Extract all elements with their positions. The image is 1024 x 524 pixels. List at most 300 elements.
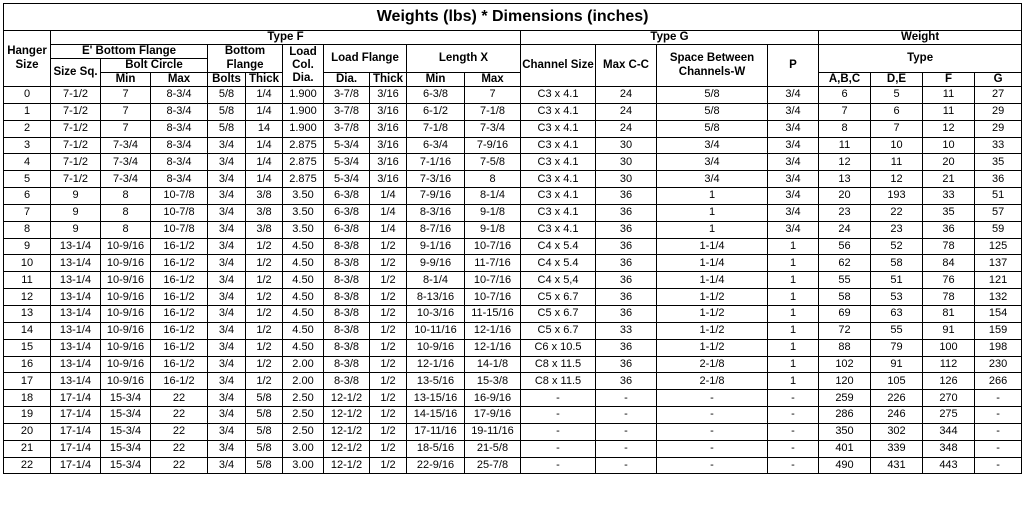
- bolt-max-cell: 16-1/2: [151, 322, 208, 339]
- length-min-cell: 7-1/8: [407, 120, 465, 137]
- space-between-cell: -: [657, 423, 768, 440]
- load-col-dia-cell: 2.50: [283, 423, 324, 440]
- table-row: [4, 188, 1022, 205]
- table-row: [4, 204, 1022, 221]
- bolts-cell: 3/4: [208, 255, 246, 272]
- bottom-thick-cell: 1/2: [246, 339, 283, 356]
- load-thick-cell: 1/2: [370, 289, 407, 306]
- weight-g-cell: 154: [975, 305, 1022, 322]
- bolt-min-cell: 7-3/4: [101, 171, 151, 188]
- weight-g-cell: -: [975, 457, 1022, 474]
- weight-g-cell: 230: [975, 356, 1022, 373]
- size-sq-cell: 9: [51, 204, 101, 221]
- bottom-thick-cell: 1/4: [246, 103, 283, 120]
- hanger-size-cell: 20: [4, 423, 51, 440]
- weight-abc-cell: 120: [819, 373, 871, 390]
- size-sq-cell: 7-1/2: [51, 171, 101, 188]
- table-row: [4, 255, 1022, 272]
- weight-de-cell: 52: [871, 238, 923, 255]
- space-between-cell: 1-1/2: [657, 305, 768, 322]
- p-cell: -: [768, 407, 819, 424]
- load-col-dia-cell: 2.875: [283, 171, 324, 188]
- bolt-max-cell: 16-1/2: [151, 238, 208, 255]
- load-dia-cell: 8-3/8: [324, 272, 370, 289]
- channel-size-header: Channel Size: [521, 45, 596, 87]
- load-dia-cell: 8-3/8: [324, 322, 370, 339]
- space-between-cell: 1: [657, 204, 768, 221]
- channel-size-cell: C3 x 4.1: [521, 87, 596, 104]
- bottom-thick-cell: 5/8: [246, 440, 283, 457]
- hanger-size-cell: 16: [4, 356, 51, 373]
- load-dia-cell: 12-1/2: [324, 440, 370, 457]
- space-between-cell: 1-1/2: [657, 322, 768, 339]
- bolt-max-cell: 16-1/2: [151, 339, 208, 356]
- bolt-min-cell: 10-9/16: [101, 373, 151, 390]
- hanger-size-cell: 21: [4, 440, 51, 457]
- channel-size-cell: C3 x 4.1: [521, 137, 596, 154]
- max-cc-cell: 36: [596, 289, 657, 306]
- load-thick-cell: 1/2: [370, 423, 407, 440]
- load-col-dia-cell: 2.50: [283, 407, 324, 424]
- bolt-min-cell: 10-9/16: [101, 272, 151, 289]
- size-sq-cell: 13-1/4: [51, 356, 101, 373]
- length-max-cell: 17-9/16: [465, 407, 521, 424]
- weight-g-cell: 266: [975, 373, 1022, 390]
- bolts-cell: 3/4: [208, 423, 246, 440]
- size-sq-cell: 13-1/4: [51, 305, 101, 322]
- bottom-thick-cell: 1/2: [246, 356, 283, 373]
- bottom-thick-cell: 1/4: [246, 154, 283, 171]
- weight-de-cell: 22: [871, 204, 923, 221]
- weight-abc-cell: 11: [819, 137, 871, 154]
- bottom-thick-cell: 1/2: [246, 255, 283, 272]
- p-cell: 3/4: [768, 103, 819, 120]
- p-cell: 3/4: [768, 87, 819, 104]
- table-title: Weights (lbs) * Dimensions (inches): [4, 4, 1022, 31]
- space-between-cell: 2-1/8: [657, 373, 768, 390]
- p-cell: 3/4: [768, 221, 819, 238]
- bottom-thick-cell: 5/8: [246, 423, 283, 440]
- bolt-min-cell: 15-3/4: [101, 440, 151, 457]
- table-row: [4, 221, 1022, 238]
- weight-g-cell: 57: [975, 204, 1022, 221]
- weight-g-cell: 125: [975, 238, 1022, 255]
- bottom-thick-cell: 1/2: [246, 272, 283, 289]
- load-thick-cell: 1/2: [370, 390, 407, 407]
- table-row: [4, 137, 1022, 154]
- size-sq-cell: 9: [51, 188, 101, 205]
- size-sq-cell: 13-1/4: [51, 238, 101, 255]
- hanger-size-cell: 4: [4, 154, 51, 171]
- load-dia-cell: 12-1/2: [324, 457, 370, 474]
- bolts-cell: 3/4: [208, 289, 246, 306]
- table-row: [4, 305, 1022, 322]
- size-sq-cell: 17-1/4: [51, 423, 101, 440]
- weight-de-cell: 7: [871, 120, 923, 137]
- bolt-min-cell: 10-9/16: [101, 238, 151, 255]
- load-thick-cell: 1/2: [370, 272, 407, 289]
- length-min-cell: 7-1/16: [407, 154, 465, 171]
- load-thick-cell: 1/2: [370, 356, 407, 373]
- e-bottom-flange-header: E' Bottom Flange: [51, 45, 208, 59]
- channel-size-cell: C8 x 11.5: [521, 356, 596, 373]
- p-cell: 3/4: [768, 204, 819, 221]
- space-between-cell: -: [657, 390, 768, 407]
- length-max-cell: 11-7/16: [465, 255, 521, 272]
- bottom-thick-cell: 1/4: [246, 87, 283, 104]
- table-row: [4, 154, 1022, 171]
- hanger-size-cell: 2: [4, 120, 51, 137]
- length-max-cell: 16-9/16: [465, 390, 521, 407]
- space-between-cell: 1: [657, 188, 768, 205]
- p-cell: 1: [768, 305, 819, 322]
- bolt-min-cell: 8: [101, 221, 151, 238]
- bottom-thick-cell: 1/2: [246, 305, 283, 322]
- max-cc-cell: 36: [596, 204, 657, 221]
- space-between-cell: 1-1/2: [657, 339, 768, 356]
- channel-size-cell: C6 x 10.5: [521, 339, 596, 356]
- channel-size-cell: C5 x 6.7: [521, 322, 596, 339]
- space-between-cell: 2-1/8: [657, 356, 768, 373]
- bolt-max-cell: 16-1/2: [151, 289, 208, 306]
- load-dia-cell: 8-3/8: [324, 289, 370, 306]
- bolt-min-cell: 10-9/16: [101, 305, 151, 322]
- bolt-max-cell: 10-7/8: [151, 188, 208, 205]
- weight-abc-cell: 286: [819, 407, 871, 424]
- channel-size-cell: C4 x 5.4: [521, 238, 596, 255]
- bottom-thick-cell: 3/8: [246, 188, 283, 205]
- load-col-dia-cell: 4.50: [283, 305, 324, 322]
- p-cell: 1: [768, 238, 819, 255]
- max-cc-cell: -: [596, 390, 657, 407]
- load-col-dia-cell: 4.50: [283, 272, 324, 289]
- weight-g-cell: 121: [975, 272, 1022, 289]
- weight-abc-cell: 12: [819, 154, 871, 171]
- length-x-header: Length X: [407, 45, 521, 73]
- bolts-cell: 3/4: [208, 272, 246, 289]
- p-cell: -: [768, 390, 819, 407]
- length-max-cell: 7-5/8: [465, 154, 521, 171]
- bolts-cell: 3/4: [208, 137, 246, 154]
- load-col-dia-cell: 3.00: [283, 440, 324, 457]
- channel-size-cell: C3 x 4.1: [521, 154, 596, 171]
- p-cell: 3/4: [768, 171, 819, 188]
- size-sq-cell: 13-1/4: [51, 339, 101, 356]
- load-thick-cell: 3/16: [370, 137, 407, 154]
- bottom-thick-cell: 1/4: [246, 137, 283, 154]
- bottom-thick-cell: 5/8: [246, 390, 283, 407]
- length-max-cell: 9-1/8: [465, 221, 521, 238]
- space-between-cell: 5/8: [657, 87, 768, 104]
- bolt-min-cell: 7: [101, 103, 151, 120]
- size-sq-cell: 7-1/2: [51, 87, 101, 104]
- bolt-max-header: Max: [151, 73, 208, 87]
- weight-de-cell: 11: [871, 154, 923, 171]
- load-col-dia-cell: 1.900: [283, 87, 324, 104]
- bolts-cell: 3/4: [208, 440, 246, 457]
- max-cc-cell: 36: [596, 255, 657, 272]
- weight-g-cell: 33: [975, 137, 1022, 154]
- weight-de-cell: 193: [871, 188, 923, 205]
- load-dia-cell: 3-7/8: [324, 87, 370, 104]
- size-sq-cell: 17-1/4: [51, 457, 101, 474]
- bolts-cell: 3/4: [208, 407, 246, 424]
- weight-abc-cell: 13: [819, 171, 871, 188]
- length-min-cell: 8-3/16: [407, 204, 465, 221]
- bolts-cell: 3/4: [208, 457, 246, 474]
- weight-de-cell: 79: [871, 339, 923, 356]
- bottom-thick-header: Thick: [246, 73, 283, 87]
- load-thick-cell: 1/2: [370, 322, 407, 339]
- p-cell: 3/4: [768, 120, 819, 137]
- hanger-size-cell: 18: [4, 390, 51, 407]
- hanger-size-cell: 13: [4, 305, 51, 322]
- p-cell: -: [768, 440, 819, 457]
- length-min-cell: 14-15/16: [407, 407, 465, 424]
- max-cc-cell: -: [596, 407, 657, 424]
- load-dia-cell: 6-3/8: [324, 188, 370, 205]
- hanger-size-cell: 19: [4, 407, 51, 424]
- weight-de-cell: 6: [871, 103, 923, 120]
- bottom-thick-cell: 14: [246, 120, 283, 137]
- size-sq-cell: 13-1/4: [51, 373, 101, 390]
- p-cell: 3/4: [768, 154, 819, 171]
- weight-header: Weight: [819, 31, 1022, 45]
- weight-de-cell: 12: [871, 171, 923, 188]
- bolt-min-cell: 8: [101, 204, 151, 221]
- weight-abc-cell: 72: [819, 322, 871, 339]
- load-dia-cell: 8-3/8: [324, 373, 370, 390]
- bottom-thick-cell: 5/8: [246, 407, 283, 424]
- max-cc-cell: -: [596, 457, 657, 474]
- weight-abc-cell: 62: [819, 255, 871, 272]
- load-thick-cell: 1/4: [370, 188, 407, 205]
- weight-de-cell: 431: [871, 457, 923, 474]
- bottom-thick-cell: 1/2: [246, 238, 283, 255]
- space-between-cell: 3/4: [657, 171, 768, 188]
- bolt-max-cell: 10-7/8: [151, 204, 208, 221]
- bolt-circle-header: Bolt Circle: [101, 59, 208, 73]
- table-row: [4, 238, 1022, 255]
- load-dia-cell: 12-1/2: [324, 407, 370, 424]
- load-col-dia-cell: 2.875: [283, 137, 324, 154]
- space-between-cell: 1-1/4: [657, 272, 768, 289]
- bolt-min-cell: 15-3/4: [101, 457, 151, 474]
- bottom-thick-cell: 3/8: [246, 221, 283, 238]
- weight-abc-cell: 259: [819, 390, 871, 407]
- weight-g-cell: -: [975, 423, 1022, 440]
- max-cc-cell: 33: [596, 322, 657, 339]
- bolt-max-cell: 16-1/2: [151, 272, 208, 289]
- bolt-min-cell: 10-9/16: [101, 339, 151, 356]
- p-cell: 1: [768, 322, 819, 339]
- weight-de-cell: 53: [871, 289, 923, 306]
- weight-g-cell: 51: [975, 188, 1022, 205]
- load-col-dia-header: Load Col. Dia.: [283, 45, 324, 87]
- bolt-min-cell: 15-3/4: [101, 390, 151, 407]
- bottom-thick-cell: 3/8: [246, 204, 283, 221]
- load-col-dia-cell: 2.50: [283, 390, 324, 407]
- hanger-size-cell: 6: [4, 188, 51, 205]
- load-dia-cell: 8-3/8: [324, 255, 370, 272]
- hanger-size-cell: 10: [4, 255, 51, 272]
- channel-size-cell: -: [521, 390, 596, 407]
- length-min-cell: 9-9/16: [407, 255, 465, 272]
- p-cell: -: [768, 423, 819, 440]
- weight-f-cell: 78: [923, 289, 975, 306]
- p-cell: 1: [768, 339, 819, 356]
- bolts-cell: 3/4: [208, 305, 246, 322]
- bolts-cell: 3/4: [208, 373, 246, 390]
- weight-abc-cell: 69: [819, 305, 871, 322]
- type-f-header: Type F: [51, 31, 521, 45]
- weight-f-cell: 270: [923, 390, 975, 407]
- length-max-cell: 25-7/8: [465, 457, 521, 474]
- length-max-cell: 11-15/16: [465, 305, 521, 322]
- bolt-max-cell: 22: [151, 407, 208, 424]
- bottom-thick-cell: 1/4: [246, 171, 283, 188]
- p-cell: 3/4: [768, 137, 819, 154]
- p-cell: -: [768, 457, 819, 474]
- weight-de-cell: 339: [871, 440, 923, 457]
- channel-size-cell: C3 x 4.1: [521, 103, 596, 120]
- bolt-max-cell: 8-3/4: [151, 171, 208, 188]
- bolts-cell: 3/4: [208, 238, 246, 255]
- channel-size-cell: C3 x 4.1: [521, 204, 596, 221]
- load-dia-cell: 5-3/4: [324, 171, 370, 188]
- space-between-cell: 5/8: [657, 103, 768, 120]
- load-col-dia-cell: 4.50: [283, 322, 324, 339]
- hanger-size-cell: 12: [4, 289, 51, 306]
- type-g-header: Type G: [521, 31, 819, 45]
- length-max-cell: 12-1/16: [465, 339, 521, 356]
- length-min-cell: 8-1/4: [407, 272, 465, 289]
- weight-g-header: G: [975, 73, 1022, 87]
- space-between-cell: -: [657, 457, 768, 474]
- channel-size-cell: C3 x 4.1: [521, 171, 596, 188]
- max-cc-cell: 24: [596, 103, 657, 120]
- weight-f-cell: 78: [923, 238, 975, 255]
- table-row: [4, 423, 1022, 440]
- weight-f-cell: 35: [923, 204, 975, 221]
- table-body: [4, 87, 1022, 474]
- load-thick-header: Thick: [370, 73, 407, 87]
- channel-size-cell: -: [521, 457, 596, 474]
- hanger-size-cell: 9: [4, 238, 51, 255]
- weight-f-cell: 21: [923, 171, 975, 188]
- length-min-cell: 6-3/4: [407, 137, 465, 154]
- load-thick-cell: 1/2: [370, 457, 407, 474]
- channel-size-cell: C3 x 4.1: [521, 120, 596, 137]
- bolt-max-cell: 8-3/4: [151, 137, 208, 154]
- type-header: Type: [819, 45, 1022, 73]
- length-max-cell: 7-3/4: [465, 120, 521, 137]
- weight-f-cell: 348: [923, 440, 975, 457]
- table-row: [4, 390, 1022, 407]
- load-thick-cell: 1/2: [370, 339, 407, 356]
- space-between-cell: 1-1/4: [657, 238, 768, 255]
- load-thick-cell: 1/2: [370, 255, 407, 272]
- space-between-header: Space Between Channels-W: [657, 45, 768, 87]
- table-row: [4, 120, 1022, 137]
- space-between-cell: -: [657, 407, 768, 424]
- weight-de-cell: 10: [871, 137, 923, 154]
- load-thick-cell: 3/16: [370, 103, 407, 120]
- load-col-dia-cell: 4.50: [283, 255, 324, 272]
- weight-f-cell: 11: [923, 87, 975, 104]
- length-min-cell: 12-1/16: [407, 356, 465, 373]
- channel-size-cell: C4 x 5.4: [521, 255, 596, 272]
- hanger-size-cell: 8: [4, 221, 51, 238]
- weight-abc-cell: 55: [819, 272, 871, 289]
- weight-g-cell: 27: [975, 87, 1022, 104]
- table-row: [4, 373, 1022, 390]
- table-row: [4, 322, 1022, 339]
- length-min-cell: 9-1/16: [407, 238, 465, 255]
- load-thick-cell: 3/16: [370, 171, 407, 188]
- bolts-cell: 3/4: [208, 390, 246, 407]
- length-min-cell: 10-11/16: [407, 322, 465, 339]
- weight-abc-cell: 23: [819, 204, 871, 221]
- load-col-dia-cell: 3.00: [283, 457, 324, 474]
- channel-size-cell: C3 x 4.1: [521, 221, 596, 238]
- load-col-dia-cell: 4.50: [283, 238, 324, 255]
- length-min-cell: 8-13/16: [407, 289, 465, 306]
- bolt-max-cell: 22: [151, 440, 208, 457]
- bolts-header: Bolts: [208, 73, 246, 87]
- weight-g-cell: 36: [975, 171, 1022, 188]
- size-sq-cell: 7-1/2: [51, 137, 101, 154]
- weight-f-cell: 84: [923, 255, 975, 272]
- load-thick-cell: 1/2: [370, 440, 407, 457]
- size-sq-cell: 17-1/4: [51, 407, 101, 424]
- bolt-min-cell: 15-3/4: [101, 407, 151, 424]
- load-thick-cell: 1/4: [370, 204, 407, 221]
- load-thick-cell: 1/4: [370, 221, 407, 238]
- weight-g-cell: -: [975, 440, 1022, 457]
- hanger-size-cell: 1: [4, 103, 51, 120]
- weight-f-cell: 100: [923, 339, 975, 356]
- length-min-cell: 18-5/16: [407, 440, 465, 457]
- weight-de-cell: 91: [871, 356, 923, 373]
- weight-f-cell: 112: [923, 356, 975, 373]
- bolts-cell: 5/8: [208, 87, 246, 104]
- bolt-max-cell: 16-1/2: [151, 255, 208, 272]
- weight-de-cell: 63: [871, 305, 923, 322]
- length-max-cell: 7-9/16: [465, 137, 521, 154]
- max-cc-cell: 36: [596, 272, 657, 289]
- weight-abc-header: A,B,C: [819, 73, 871, 87]
- weight-f-cell: 275: [923, 407, 975, 424]
- bolt-min-cell: 8: [101, 188, 151, 205]
- max-cc-header: Max C-C: [596, 45, 657, 87]
- bolt-max-cell: 8-3/4: [151, 120, 208, 137]
- load-dia-cell: 5-3/4: [324, 137, 370, 154]
- bolt-min-cell: 7: [101, 120, 151, 137]
- bolts-cell: 3/4: [208, 221, 246, 238]
- size-sq-cell: 13-1/4: [51, 289, 101, 306]
- load-col-dia-cell: 4.50: [283, 289, 324, 306]
- space-between-cell: 3/4: [657, 137, 768, 154]
- space-between-cell: 1-1/4: [657, 255, 768, 272]
- channel-size-cell: C5 x 6.7: [521, 305, 596, 322]
- hanger-size-cell: 22: [4, 457, 51, 474]
- load-col-dia-cell: 1.900: [283, 120, 324, 137]
- table-row: [4, 87, 1022, 104]
- hanger-size-cell: 11: [4, 272, 51, 289]
- size-sq-cell: 9: [51, 221, 101, 238]
- weight-de-cell: 23: [871, 221, 923, 238]
